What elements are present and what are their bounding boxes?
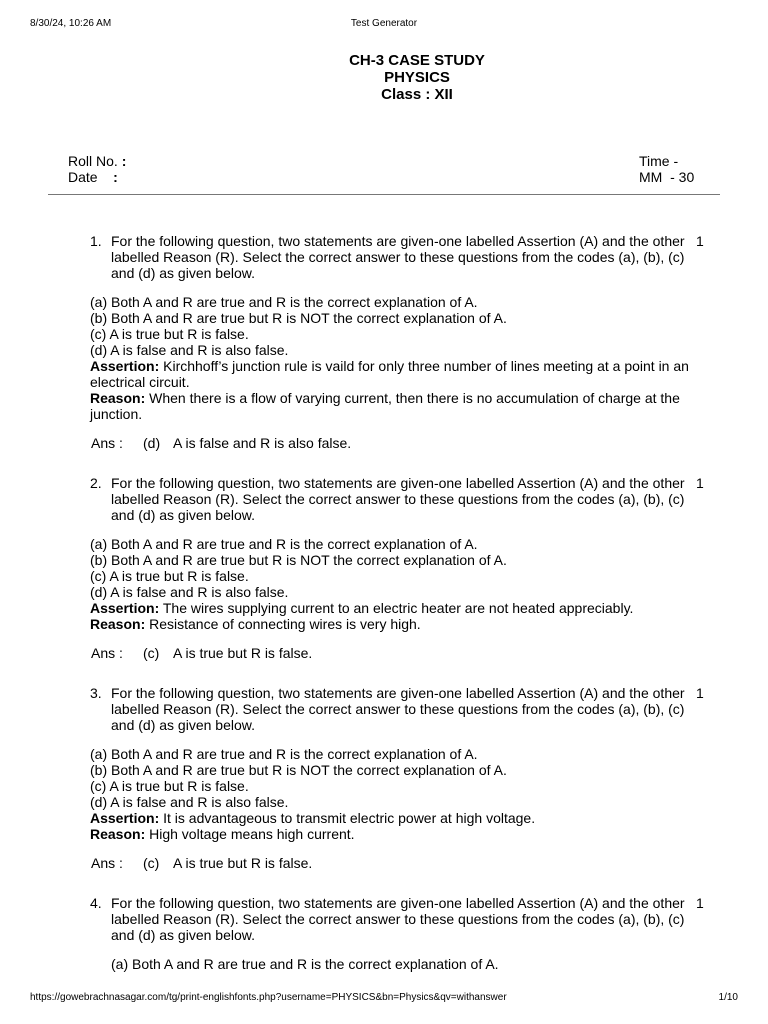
- answer: [91, 435, 768, 451]
- assertion: [90, 810, 690, 826]
- answer: [91, 855, 768, 871]
- answer-options: [90, 536, 690, 600]
- assertion-text: The wires supplying current to an electric heater are not heated appreciably.: [162, 600, 634, 616]
- title-class: Class : XII: [381, 86, 453, 103]
- question-3: [0, 685, 768, 871]
- option-b: (b) Both A and R are true but R is NOT the correct explanation of A.: [90, 310, 507, 326]
- question-stem: For the following question, two statements are given-one labelled Assertion (A) and the other labelled Reason (R). Select the correct answer to these questions from the codes (a), (b), (c) and (d) as given below.: [111, 895, 685, 943]
- question-stem: For the following question, two statements are given-one labelled Assertion (A) and the other labelled Reason (R). Select the correct answer to these questions from the codes (a), (b), (c) and (d) as given below.: [111, 685, 685, 733]
- exam-info: [639, 153, 694, 185]
- assertion: [90, 600, 690, 616]
- reason-text: Resistance of connecting wires is very high.: [149, 616, 421, 632]
- header-divider: [48, 194, 720, 195]
- answer-label: Ans :: [91, 435, 123, 451]
- reason: [90, 390, 690, 422]
- answer-code: (d): [143, 435, 161, 451]
- answer-options: [90, 746, 690, 810]
- answer-label: Ans :: [91, 645, 123, 661]
- answer-text: A is true but R is false.: [173, 855, 313, 871]
- assertion-text: It is advantageous to transmit electric power at high voltage.: [163, 810, 536, 826]
- title-chapter: CH-3 CASE STUDY: [349, 52, 485, 69]
- option-d: (d) A is false and R is also false.: [90, 584, 289, 600]
- question-marks: 1: [696, 895, 704, 911]
- question-number: 4.: [90, 895, 102, 911]
- question-4: [0, 895, 768, 972]
- option-b: (b) Both A and R are true but R is NOT the correct explanation of A.: [90, 762, 507, 778]
- page-number: 1/10: [718, 992, 738, 1003]
- option-a: (a) Both A and R are true and R is the correct explanation of A.: [90, 536, 478, 552]
- reason: [90, 826, 690, 842]
- question-marks: 1: [696, 233, 704, 249]
- answer-text: A is true but R is false.: [173, 645, 313, 661]
- date-label: Date: [68, 169, 98, 185]
- question-number: 3.: [90, 685, 102, 701]
- option-a: (a) Both A and R are true and R is the correct explanation of A.: [90, 746, 478, 762]
- answer-code: (c): [143, 645, 160, 661]
- time-field: Time -: [639, 153, 679, 169]
- answer: [91, 645, 768, 661]
- question-stem: For the following question, two statements are given-one labelled Assertion (A) and the other labelled Reason (R). Select the correct answer to these questions from the codes (a), (b), (c) and (d) as given below.: [111, 233, 685, 281]
- option-d: (d) A is false and R is also false.: [90, 794, 289, 810]
- assertion: [90, 358, 690, 390]
- option-d: (d) A is false and R is also false.: [90, 342, 289, 358]
- option-c: (c) A is true but R is false.: [90, 778, 249, 794]
- option-c: (c) A is true but R is false.: [90, 568, 249, 584]
- question-2: [0, 475, 768, 661]
- date-separator: :: [113, 169, 118, 185]
- question-marks: 1: [696, 685, 704, 701]
- reason-text: High voltage means high current.: [149, 826, 355, 842]
- assertion-label: Assertion:: [90, 600, 160, 616]
- roll-separator: :: [121, 153, 127, 169]
- reason-label: Reason:: [90, 616, 146, 632]
- title-subject: PHYSICS: [384, 69, 450, 86]
- answer-options: [90, 294, 690, 358]
- question-number: 1.: [90, 233, 102, 249]
- document-title: [0, 52, 768, 103]
- roll-label: Roll No.: [68, 153, 118, 169]
- option-c: (c) A is true but R is false.: [90, 326, 249, 342]
- option-a: (a) Both A and R are true and R is the correct explanation of A.: [90, 294, 478, 310]
- question-marks: 1: [696, 475, 704, 491]
- option-a: (a) Both A and R are true and R is the correct explanation of A.: [111, 956, 499, 972]
- print-date: 8/30/24, 10:26 AM: [30, 18, 112, 29]
- assertion-text: Kirchhoff’s junction rule is vaild for only three number of lines meeting at a point in an electrical circuit.: [90, 358, 689, 390]
- option-b: (b) Both A and R are true but R is NOT the correct explanation of A.: [90, 552, 507, 568]
- answer-label: Ans :: [91, 855, 123, 871]
- question-number: 2.: [90, 475, 102, 491]
- student-info: [68, 153, 126, 185]
- reason-text: When there is a flow of varying current, then there is no accumulation of charge at the junction.: [90, 390, 680, 422]
- answer-options: [111, 956, 711, 972]
- max-marks: MM - 30: [639, 169, 695, 185]
- assertion-label: Assertion:: [90, 810, 160, 826]
- page-url: https://gowebrachnasagar.com/tg/print-englishfonts.php?username=PHYSICS&bn=Physics&qv=withanswer: [30, 992, 507, 1003]
- question-1: [0, 233, 768, 451]
- reason: [90, 616, 690, 632]
- answer-text: A is false and R is also false.: [173, 435, 352, 451]
- reason-label: Reason:: [90, 826, 146, 842]
- answer-code: (c): [143, 855, 160, 871]
- reason-label: Reason:: [90, 390, 146, 406]
- print-title: Test Generator: [350, 18, 418, 29]
- question-list: [0, 233, 768, 996]
- assertion-label: Assertion:: [90, 358, 160, 374]
- question-stem: For the following question, two statements are given-one labelled Assertion (A) and the other labelled Reason (R). Select the correct answer to these questions from the codes (a), (b), (c) and (d) as given below.: [111, 475, 685, 523]
